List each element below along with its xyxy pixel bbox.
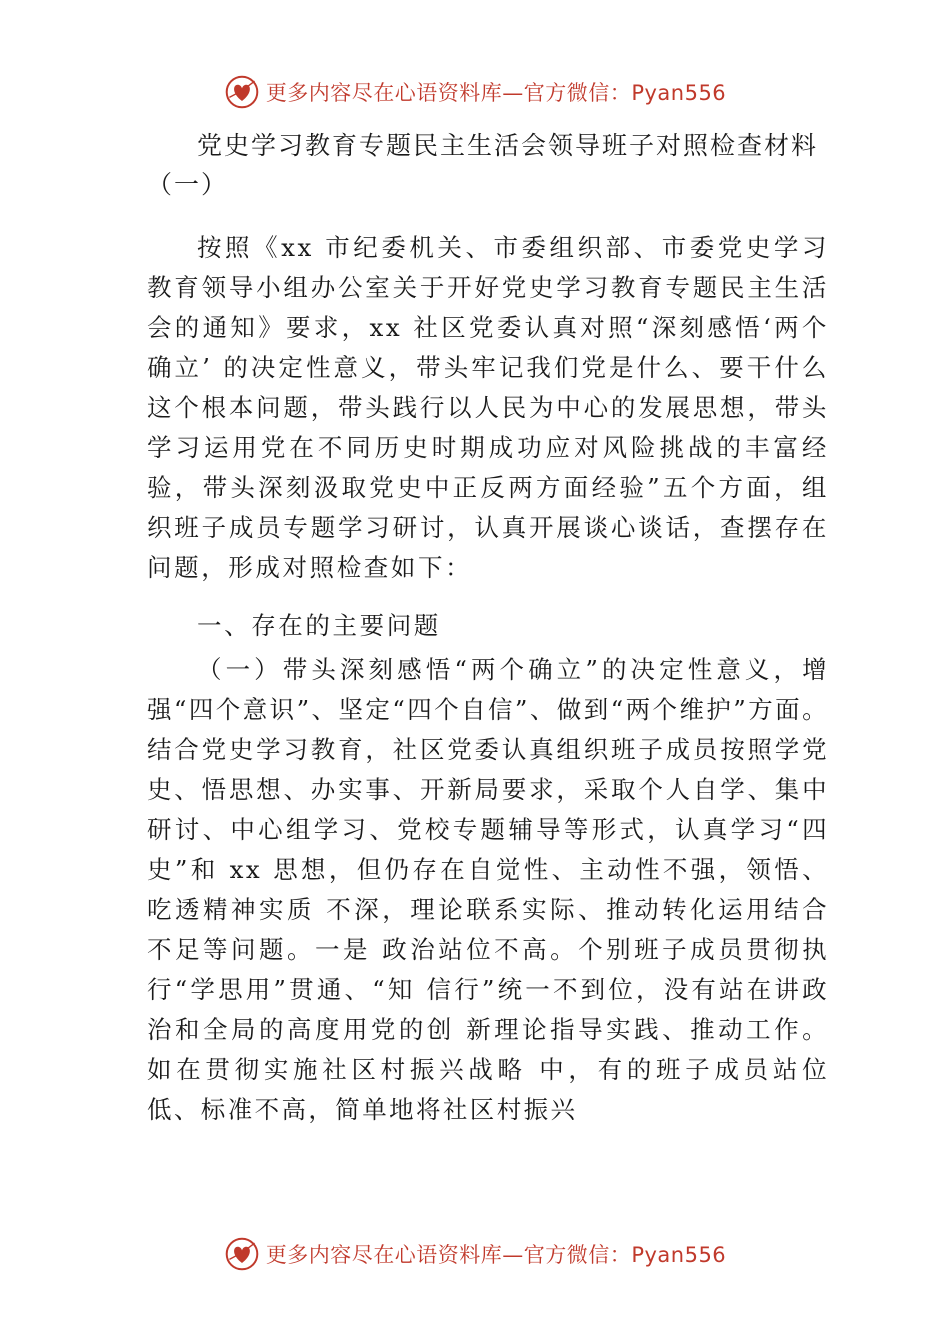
heart-logo-icon (224, 74, 260, 110)
document-title-line1: 党史学习教育专题民主生活会领导班子对照检查材料 (197, 131, 819, 160)
banner-text: 更多内容尽在心语资料库—官方微信：Pyan556 (265, 81, 727, 105)
section-heading: 一、存在的主要问题 (197, 611, 441, 640)
intro-paragraph: 按照《xx 市纪委机关、市委组织部、市委党史学习教育领导小组办公室关于开好党史学习教育专题民主生活会的通知》要求，xx 社区党委认真对照“深刻感悟‘两个确立’ 的决定性意义，带头牢记我们党是什么、要干什么这个根本问题，带头践行以人民为中心的发展思想，带头学习运用党在不同历史时期成功应对风险挑战的丰富经验，带头深刻汲取党史中正反两方面经验”五个方面，组织班子成员专题学习研讨，认真开展谈心谈话，查摆存在问题，形成对照检查如下： (147, 233, 829, 582)
banner-wechat-id: Pyan556 (631, 81, 727, 105)
footer-watermark-banner (0, 1232, 950, 1276)
header-watermark-banner (0, 70, 950, 114)
banner-text: 更多内容尽在心语资料库—官方微信：Pyan556 (265, 1243, 727, 1267)
heart-logo-icon (224, 1236, 260, 1272)
document-title (147, 126, 827, 204)
document-title-line2: （一） (147, 170, 229, 199)
banner-wechat-id: Pyan556 (631, 1243, 727, 1267)
section-body-paragraph: （一）带头深刻感悟“两个确立”的决定性意义，增强“四个意识”、坚定“四个自信”、做到“两个维护”方面。结合党史学习教育，社区党委认真组织班子成员按照学党史、悟思想、办实事、开新局要求，采取个人自学、集中研讨、中心组学习、党校专题辅导等形式，认真学习“四史”和 xx 思想，但仍存在自觉性、主动性不强，领悟、吃透精神实质 不深，理论联系实际、推动转化运用结合不足等问题。一是 政治站位不高。个别班子成员贯彻执行“学思用”贯通、“知 信行”统一不到位，没有站在讲政治和全局的高度用党的创 新理论指导实践、推动工作。如在贯彻实施社区村振兴战略 中，有的班子成员站位低、标准不高，简单地将社区村振兴 (147, 655, 829, 1124)
